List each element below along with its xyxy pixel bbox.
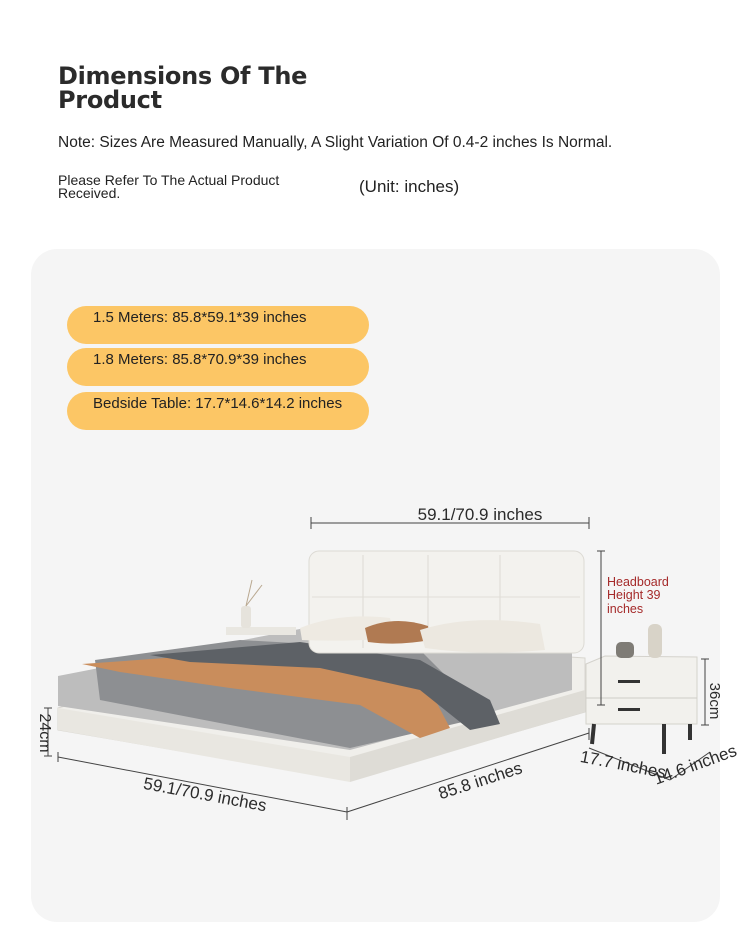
- decor-bowl: [616, 642, 634, 658]
- headboard-height-label: [607, 575, 669, 616]
- bed-length-label: 85.8 inches: [436, 758, 525, 804]
- headboard-height-line-1: Headboard: [607, 575, 669, 589]
- bed-height-label: 24cm: [36, 713, 53, 753]
- table-depth-label: 14.6 inches: [651, 741, 740, 789]
- spec-pill-bedside-table: Bedside Table: 17.7*14.6*14.2 inches: [67, 392, 369, 430]
- left-side-table: [226, 627, 296, 635]
- refer-note: Please Refer To The Actual Product Received.: [58, 172, 280, 201]
- headboard-width-label: 59.1/70.9 inches: [417, 505, 543, 524]
- spec-pill-1-8m: 1.8 Meters: 85.8*70.9*39 inches: [67, 348, 369, 386]
- unit-label: (Unit: inches): [359, 177, 460, 196]
- decor-vase: [648, 624, 662, 658]
- spec-pill-1-5m: 1.5 Meters: 85.8*59.1*39 inches: [67, 306, 369, 344]
- headboard-height-line-2: Height 39: [607, 588, 661, 602]
- nightstand: [586, 656, 697, 724]
- drawer-handle-bottom: [618, 708, 640, 711]
- drawer-handle-top: [618, 680, 640, 683]
- page-title: Dimensions Of The Product: [58, 62, 308, 114]
- vase: [241, 606, 251, 628]
- table-width-label: 17.7 inches: [578, 746, 668, 783]
- bed-width-label: 59.1/70.9 inches: [141, 773, 269, 816]
- measurement-note: Note: Sizes Are Measured Manually, A Slight Variation Of 0.4-2 inches Is Normal.: [58, 134, 613, 151]
- table-height-label: 36cm: [706, 682, 723, 720]
- headboard-height-line-3: inches: [607, 602, 644, 616]
